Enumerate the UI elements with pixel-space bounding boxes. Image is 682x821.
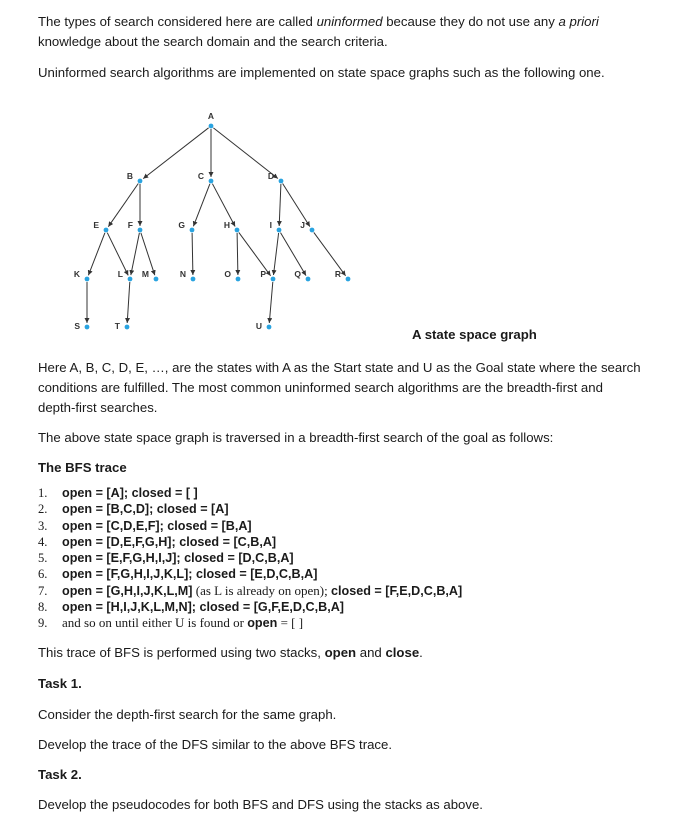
edge-p-u xyxy=(269,282,273,323)
stacks-close: close xyxy=(385,645,420,660)
node-i xyxy=(277,228,282,233)
node-a xyxy=(209,124,214,129)
stacks-and: and xyxy=(356,645,386,660)
node-u xyxy=(267,325,272,330)
intro-paragraph-2: Uninformed search algorithms are implemented on state space graphs such as the following one. xyxy=(38,65,605,80)
node-k xyxy=(85,277,90,282)
intro-text-a: The types of search considered here are called xyxy=(38,14,317,29)
graph-edges xyxy=(87,128,346,323)
trace-item-3 xyxy=(38,518,462,534)
intro-em-uninformed: uninformed xyxy=(316,14,383,29)
node-f xyxy=(138,228,143,233)
trace-item-7 xyxy=(38,583,462,599)
edge-i-q xyxy=(281,233,307,276)
stacks-end: . xyxy=(419,645,423,660)
stacks-paragraph xyxy=(38,643,668,663)
node-label-p: P xyxy=(260,269,266,279)
node-label-u: U xyxy=(255,321,262,331)
edge-b-e xyxy=(108,184,138,227)
node-label-g: G xyxy=(178,220,185,230)
trace-number: 8. xyxy=(38,600,48,615)
edge-h-o xyxy=(237,233,238,275)
trace-text-closed: closed = [F,E,D,C,B,A] xyxy=(331,583,463,598)
edge-d-j xyxy=(283,184,310,227)
node-q xyxy=(306,277,311,282)
trace-text: open = [G,H,I,J,K,L,M] xyxy=(62,583,193,598)
trace-number: 1. xyxy=(38,486,48,500)
task1-line1: Consider the depth-first search for the same graph. xyxy=(38,707,337,722)
bfs-title: The BFS trace xyxy=(38,460,127,475)
graph-nodes xyxy=(74,111,351,331)
task2-line1: Develop the pseudocodes for both BFS and DFS using the stacks as above. xyxy=(38,797,483,812)
node-label-b: B xyxy=(126,171,133,181)
stacks-text: This trace of BFS is performed using two stacks, xyxy=(38,645,325,660)
node-r xyxy=(346,277,351,282)
trace-item-5 xyxy=(38,550,462,566)
intro-text-b: because they do not use any xyxy=(382,14,559,29)
description-line2: conditions are fulfilled. The most common uninformed search algorithms are the breadth-first and xyxy=(38,380,603,395)
trace-number: 9. xyxy=(38,616,48,631)
node-label-d: D xyxy=(267,171,274,181)
node-b xyxy=(138,179,143,184)
node-e xyxy=(104,228,109,233)
trace-text: open = [A]; closed = [ ] xyxy=(62,486,198,500)
node-label-j: J xyxy=(300,220,305,230)
node-t xyxy=(125,325,130,330)
node-l xyxy=(128,277,133,282)
trace-text: open = [F,G,H,I,J,K,L]; closed = [E,D,C,B,A] xyxy=(62,567,318,582)
description-paragraph xyxy=(38,358,668,418)
node-label-r: R xyxy=(334,269,341,279)
stacks-open: open xyxy=(324,645,357,660)
node-g xyxy=(190,228,195,233)
graph-caption: A state space graph xyxy=(412,327,537,342)
node-label-l: L xyxy=(117,269,123,279)
trace-item-6 xyxy=(38,566,462,582)
trace-text: and so on until either U is found or xyxy=(62,615,248,631)
node-d xyxy=(279,179,284,184)
intro-paragraph xyxy=(38,12,668,52)
trace-number: 7. xyxy=(38,583,48,598)
trace-number: 6. xyxy=(38,567,48,582)
node-label-e: E xyxy=(93,220,99,230)
trace-item-1 xyxy=(38,485,462,501)
node-p xyxy=(271,277,276,282)
trace-number: 5. xyxy=(38,551,48,566)
trace-text: open = [D,E,F,G,H]; closed = [C,B,A] xyxy=(62,534,277,549)
node-n xyxy=(191,277,196,282)
node-label-c: C xyxy=(197,171,204,181)
trace-number: 2. xyxy=(38,502,48,517)
trace-text: open = [C,D,E,F]; closed = [B,A] xyxy=(62,518,252,533)
node-j xyxy=(310,228,315,233)
edge-d-i xyxy=(279,184,281,226)
node-label-i: I xyxy=(269,220,272,230)
node-m xyxy=(154,277,159,282)
edge-e-k xyxy=(88,233,105,275)
trace-number: 3. xyxy=(38,518,48,533)
trace-item-2 xyxy=(38,501,462,517)
intro-em-apriori: a priori xyxy=(558,14,599,29)
node-label-o: O xyxy=(224,269,231,279)
edge-l-t xyxy=(127,282,130,323)
trace-item-4 xyxy=(38,534,462,550)
intro-text-line2: knowledge about the search domain and the search criteria. xyxy=(38,34,388,49)
node-h xyxy=(235,228,240,233)
state-space-graph xyxy=(60,108,370,336)
trace-text: open = [H,I,J,K,L,M,N]; closed = [G,F,E,D,C,B,A] xyxy=(62,600,344,615)
trace-text: open = [E,F,G,H,I,J]; closed = [D,C,B,A] xyxy=(62,551,294,566)
edge-g-n xyxy=(192,233,193,275)
node-label-q: Q xyxy=(294,269,301,279)
node-label-s: S xyxy=(74,321,80,331)
node-label-m: M xyxy=(141,269,149,279)
task1-line2: Develop the trace of the DFS similar to the above BFS trace. xyxy=(38,737,393,752)
trace-text-open: open xyxy=(247,616,278,631)
task1-title: Task 1. xyxy=(38,676,82,691)
node-s xyxy=(85,325,90,330)
node-label-n: N xyxy=(179,269,186,279)
traversal-intro: The above state space graph is traversed in a breadth-first search of the goal as follows: xyxy=(38,430,554,445)
edge-i-p xyxy=(274,233,279,275)
task2-title: Task 2. xyxy=(38,767,82,782)
bfs-trace-list xyxy=(38,485,462,632)
node-label-t: T xyxy=(114,321,120,331)
node-o xyxy=(236,277,241,282)
node-label-h: H xyxy=(223,220,230,230)
edge-c-g xyxy=(193,184,210,227)
description-line1: Here A, B, C, D, E, …, are the states with A as the Start state and U as the Goal state where the search xyxy=(38,360,641,375)
node-c xyxy=(209,179,214,184)
trace-note: (as L is already on open); xyxy=(192,582,331,598)
node-label-a: A xyxy=(207,111,215,121)
description-line3: depth-first searches. xyxy=(38,400,158,415)
trace-text: open = [B,C,D]; closed = [A] xyxy=(62,502,229,517)
edge-f-l xyxy=(131,233,140,275)
trace-text-end: = [ ] xyxy=(277,615,304,631)
node-label-k: K xyxy=(73,269,80,279)
trace-item-8 xyxy=(38,599,462,615)
trace-item-9 xyxy=(38,615,462,631)
trace-number: 4. xyxy=(38,534,48,549)
node-label-f: F xyxy=(127,220,133,230)
